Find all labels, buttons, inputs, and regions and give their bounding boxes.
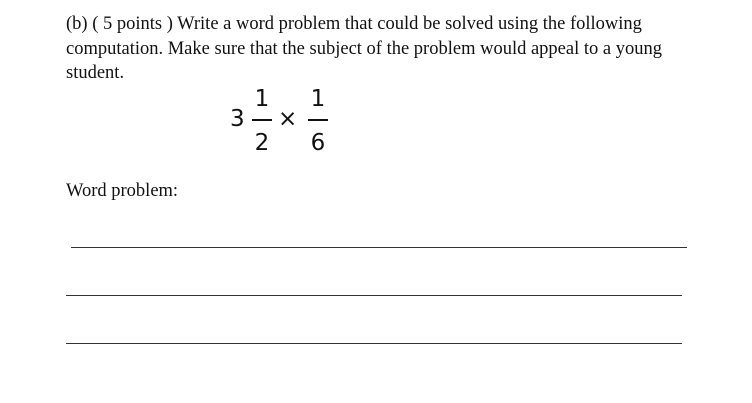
- answer-line[interactable]: [71, 247, 687, 248]
- word-problem-label: Word problem:: [66, 181, 179, 201]
- answer-line[interactable]: [66, 343, 682, 344]
- fraction-denominator: 6: [310, 130, 326, 156]
- fraction-bar: [252, 119, 272, 121]
- multiply-operator: ×: [278, 106, 298, 132]
- fraction-bar: [308, 119, 328, 121]
- fraction-denominator: 2: [254, 130, 270, 156]
- mixed-number-whole: 3: [230, 106, 245, 132]
- question-prompt: (b) ( 5 points ) Write a word problem that could be solved using the following computation. Make sure that the subject of the problem would appeal to a young student.: [66, 14, 662, 83]
- fraction-numerator: 1: [310, 86, 326, 112]
- answer-line[interactable]: [66, 295, 682, 296]
- fraction-numerator: 1: [254, 86, 270, 112]
